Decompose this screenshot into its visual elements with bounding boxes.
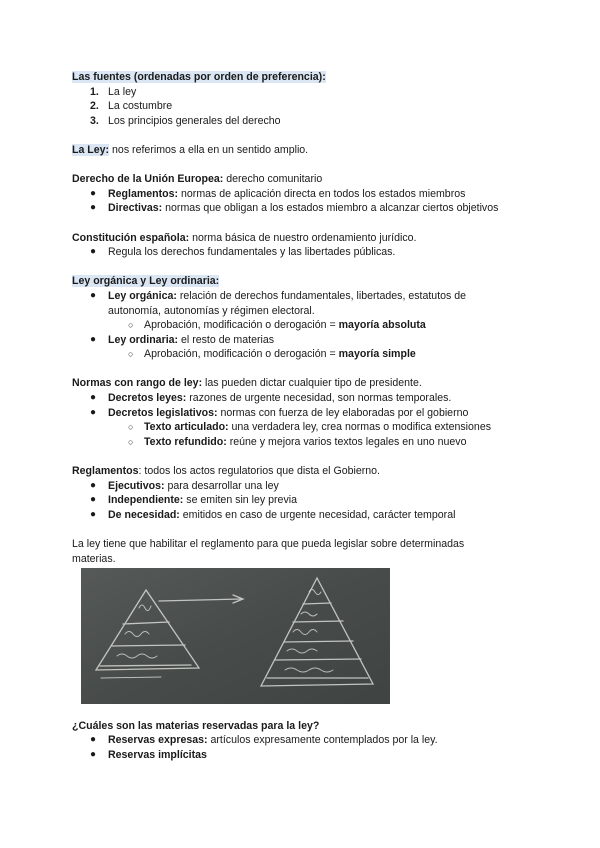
list-item: ● Decretos leyes: razones de urgente necesidad, son normas temporales. <box>90 392 452 405</box>
bullet-icon: ● <box>90 246 97 258</box>
constitucion-paragraph: Constitución española: norma básica de nuestro ordenamiento jurídico. <box>72 231 417 244</box>
bullet-icon: ● <box>90 187 97 199</box>
list-item: ● Directivas: normas que obligan a los estados miembro a alcanzar ciertos objetivos <box>90 202 499 215</box>
list-item: ● Independiente: se emiten sin ley previa <box>90 494 297 507</box>
list-item: ● Ejecutivos: para desarrollar una ley <box>90 479 279 492</box>
bullet-icon: ● <box>90 202 97 214</box>
bullet-icon: ● <box>90 508 97 520</box>
list-item: ● Regula los derechos fundamentales y las libertades públicas. <box>90 246 396 259</box>
list-item: ● Reservas expresas: artículos expresamente contemplados por la ley. <box>90 734 438 747</box>
list-item: ● Reservas implícitas <box>90 748 207 761</box>
sub-list-item: ○ Texto articulado: una verdadera ley, crea normas o modifica extensiones <box>128 421 492 434</box>
habilitar-paragraph-line-2: materias. <box>72 552 116 565</box>
list-item: ● Reglamentos: normas de aplicación directa en todos los estados miembros <box>90 187 466 200</box>
list-item: ● De necesidad: emitidos en caso de urgente necesidad, carácter temporal <box>90 508 456 521</box>
bullet-icon: ● <box>90 748 97 760</box>
circle-bullet-icon: ○ <box>128 422 134 433</box>
bullet-icon: ● <box>90 333 97 345</box>
list-item-continuation: autonomía, autonomías y régimen electoral. <box>108 304 315 317</box>
bullet-icon: ● <box>90 289 97 301</box>
bullet-icon: ● <box>90 479 97 491</box>
organica-heading: Ley orgánica y Ley ordinaria: <box>72 275 220 288</box>
sub-list-item: ○ Aprobación, modificación o derogación = mayoría simple <box>128 348 416 361</box>
circle-bullet-icon: ○ <box>128 349 134 360</box>
habilitar-paragraph-line-1: La ley tiene que habilitar el reglamento para que pueda legislar sobre determinadas <box>72 538 465 550</box>
sub-list-item: ○ Texto refundido: reúne y mejora varios textos legales en uno nuevo <box>128 435 467 448</box>
list-item: ● Ley orgánica: relación de derechos fundamentales, libertades, estatutos de <box>90 289 467 302</box>
document-page <box>72 70 542 763</box>
reservadas-heading: ¿Cuáles son las materias reservadas para la ley? <box>72 719 320 732</box>
blackboard-drawing <box>81 568 390 704</box>
ue-paragraph: Derecho de la Unión Europea: derecho comunitario <box>72 173 323 186</box>
bullet-icon: ● <box>90 406 97 418</box>
list-item: 3. Los principios generales del derecho <box>90 114 281 127</box>
blackboard-photo <box>81 568 390 704</box>
ley-paragraph: La Ley: nos referimos a ella en un sentido amplio. <box>72 143 309 156</box>
fuentes-heading: Las fuentes (ordenadas por orden de preferencia): <box>72 71 326 83</box>
bullet-icon: ● <box>90 392 97 404</box>
circle-bullet-icon: ○ <box>128 436 134 447</box>
reglamentos-paragraph: Reglamentos: todos los actos regulatorios que dista el Gobierno. <box>72 465 380 478</box>
list-item: ● Ley ordinaria: el resto de materias <box>90 333 275 346</box>
list-item: 1. La ley <box>90 85 137 98</box>
bullet-icon: ● <box>90 734 97 746</box>
list-item: ● Decretos legislativos: normas con fuerza de ley elaboradas por el gobierno <box>90 406 469 419</box>
sub-list-item: ○ Aprobación, modificación o derogación = mayoría absoluta <box>128 319 426 332</box>
list-item: 2. La costumbre <box>90 100 173 113</box>
bullet-icon: ● <box>90 494 97 506</box>
circle-bullet-icon: ○ <box>128 320 134 331</box>
rango-paragraph: Normas con rango de ley: las pueden dictar cualquier tipo de presidente. <box>72 377 422 390</box>
